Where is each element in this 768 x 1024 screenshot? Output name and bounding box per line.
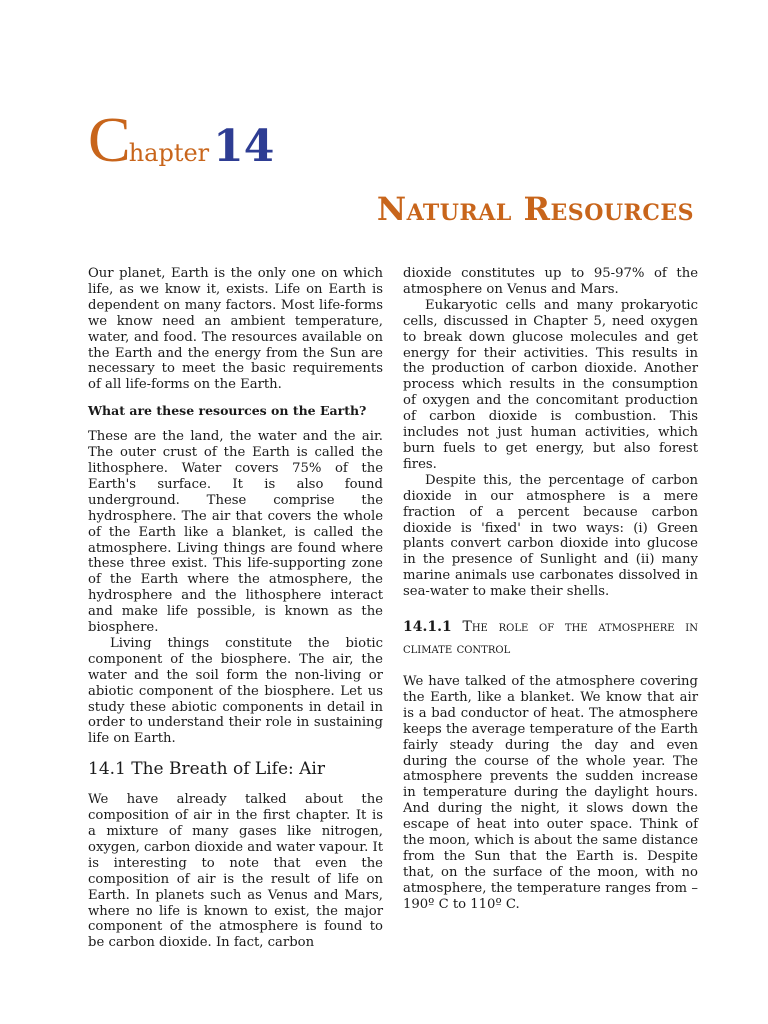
right-column	[403, 266, 698, 913]
subsection-heading	[403, 616, 698, 660]
question-heading: What are these resources on the Earth?	[88, 403, 367, 419]
paragraph: dioxide constitutes up to 95-97% of the atmosphere on Venus and Mars.	[403, 266, 698, 297]
paragraph: Despite this, the percentage of carbon dioxide in our atmosphere is a mere fraction of a percent because carbon dioxide is 'fixed' in two ways: (i) Green plants convert carbon dioxide into glucose in the presence of Sunlight and (ii) many marine animals use carbonates dissolved in sea-water to make their shells.	[403, 472, 698, 600]
paragraph: These are the land, the water and the air. The outer crust of the Earth is called the lithosphere. Water covers 75% of the Earth's surface. It is also found underground. These comprise the hydrosphere. The air that covers the whole of the Earth like a blanket, is called the atmosphere. Living things are found where these three exist. This life-supporting zone of the Earth where the atmosphere, the hydrosphere and the lithosphere interact and make life possible, is known as the biosphere.	[88, 429, 383, 636]
subsection-title: The role of the atmosphere in climate control	[403, 619, 699, 658]
page-title: Natural Resources	[376, 190, 694, 228]
section-heading: 14.1 The Breath of Life: Air	[88, 759, 325, 780]
chapter-heading	[88, 104, 275, 175]
paragraph: We have already talked about the composition of air in the first chapter. It is a mixture of many gases like nitrogen, oxygen, carbon dioxide and water vapour. It is interesting to note that even the composition of air is the result of life on Earth. In planets such as Venus and Mars, where no life is known to exist, the major component of the atmosphere is found to be carbon dioxide. In fact, carbon	[88, 792, 383, 951]
paragraph: Eukaryotic cells and many prokaryotic cells, discussed in Chapter 5, need oxygen to break down glucose molecules and get energy for their activities. This results in the production of carbon dioxide. Another process which results in the consumption of oxygen and the concomitant production of carbon dioxide is combustion. This includes not just human activities, which burn fuels to get energy, but also forest fires.	[403, 297, 698, 472]
left-column	[88, 266, 383, 951]
paragraph: Living things constitute the biotic component of the biosphere. The air, the water and the soil form the non-living or abiotic component of the biosphere. Let us study these abiotic components in detail in order to understand their role in sustaining life on Earth.	[88, 635, 383, 747]
intro-paragraph: Our planet, Earth is the only one on which life, as we know it, exists. Life on Earth is dependent on many factors. Most life-forms we know need an ambient temperature, water, and food. The resources available on the Earth and the energy from the Sun are necessary to meet the basic requirements of all life-forms on the Earth.	[88, 266, 383, 393]
subsection-number: 14.1.1	[403, 619, 452, 636]
chapter-initial: C	[88, 104, 131, 175]
paragraph: We have talked of the atmosphere covering the Earth, like a blanket. We know that air is a bad conductor of heat. The atmosphere keeps the average temperature of the Earth fairly steady during the day and even during the course of the whole year. The atmosphere prevents the sudden increase in temperature during the daylight hours. And during the night, it slows down the escape of heat into outer space. Think of the moon, which is about the same distance from the Sun that the Earth is. Despite that, on the surface of the moon, with no atmosphere, the temperature ranges from –190º C to 110º C.	[403, 674, 699, 912]
chapter-number: 14	[213, 121, 275, 172]
chapter-label: hapter	[128, 139, 210, 167]
